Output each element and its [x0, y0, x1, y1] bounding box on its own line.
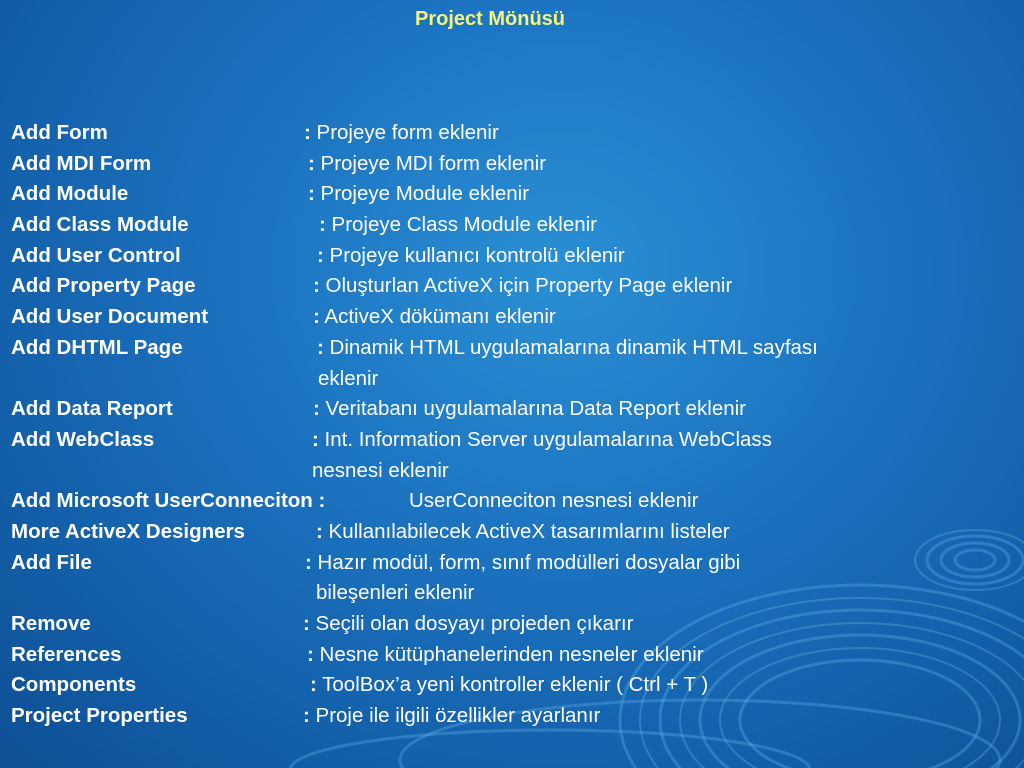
command-description: : Proje ile ilgili özellikler ayarlanır: [303, 704, 601, 728]
description-continuation: nesnesi eklenir: [312, 458, 449, 482]
list-item-continuation: [11, 364, 1011, 395]
list-item: [11, 333, 1011, 364]
menu-description-list: [11, 118, 1011, 732]
command-label: References: [11, 642, 122, 666]
list-item-continuation: [11, 456, 1011, 487]
command-description: : Projeye form eklenir: [304, 121, 499, 144]
command-description: : Nesne kütüphanelerinden nesneler eklenir: [307, 642, 704, 666]
list-item: [11, 179, 1011, 210]
command-description: UserConneciton nesnesi eklenir: [409, 489, 699, 513]
command-label: Add WebClass: [11, 427, 155, 451]
slide-title: Project Mönüsü: [414, 8, 565, 30]
command-description: : Projeye Module eklenir: [308, 182, 530, 206]
list-item: [11, 210, 1011, 241]
command-label: Add Class Module: [11, 213, 189, 237]
command-description: : Int. Information Server uygulamalarına WebClass: [312, 427, 772, 451]
command-label: Project Properties: [11, 704, 188, 728]
list-item: [11, 548, 1011, 579]
command-label: Remove: [11, 612, 91, 635]
command-label: Add Form: [11, 121, 108, 144]
command-label: Components: [11, 673, 137, 697]
description-continuation: eklenir: [318, 366, 379, 390]
list-item: [11, 394, 1011, 425]
description-continuation: bileşenleri eklenir: [316, 581, 475, 605]
command-label: Add DHTML Page: [11, 335, 183, 359]
command-description: : Hazır modül, form, sınıf modülleri dosyalar gibi: [305, 550, 741, 574]
command-label: Add Data Report: [11, 397, 173, 421]
list-item: [11, 302, 1011, 333]
command-description: : Projeye Class Module eklenir: [319, 213, 598, 237]
list-item: [11, 118, 1011, 149]
list-item: [11, 241, 1011, 272]
command-label: Add User Control: [11, 243, 181, 267]
command-label: More ActiveX Designers: [11, 519, 245, 543]
list-item: [11, 425, 1011, 456]
list-item: [11, 517, 1011, 548]
list-item-continuation: [11, 578, 1011, 609]
list-item: [11, 149, 1011, 180]
command-label: Add MDI Form: [11, 151, 152, 175]
command-description: : Veritabanı uygulamalarına Data Report eklenir: [313, 397, 747, 421]
list-item: [11, 271, 1011, 302]
command-description: : Projeye kullanıcı kontrolü eklenir: [317, 243, 625, 267]
list-item: [11, 670, 1011, 701]
command-description: : Projeye MDI form eklenir: [308, 151, 547, 175]
list-item: [11, 640, 1011, 671]
command-description: : Dinamik HTML uygulamalarına dinamik HTML sayfası: [317, 335, 818, 359]
command-label: Add Property Page: [11, 274, 196, 298]
list-item: [11, 701, 1011, 732]
command-description: : Oluşturlan ActiveX için Property Page eklenir: [313, 274, 733, 298]
list-item: [11, 609, 1011, 640]
command-description: : ActiveX dökümanı eklenir: [313, 305, 556, 329]
command-label: Add Microsoft UserConneciton :: [11, 489, 326, 513]
command-label: Add Module: [11, 182, 129, 206]
command-label: Add User Document: [11, 305, 209, 329]
command-description: : ToolBox’a yeni kontroller eklenir ( Ctrl + T ): [310, 673, 709, 697]
command-label: Add File: [11, 550, 92, 574]
command-description: : Kullanılabilecek ActiveX tasarımlarını listeler: [316, 519, 730, 543]
list-item: [11, 486, 1011, 517]
command-description: : Seçili olan dosyayı projeden çıkarır: [303, 612, 634, 635]
